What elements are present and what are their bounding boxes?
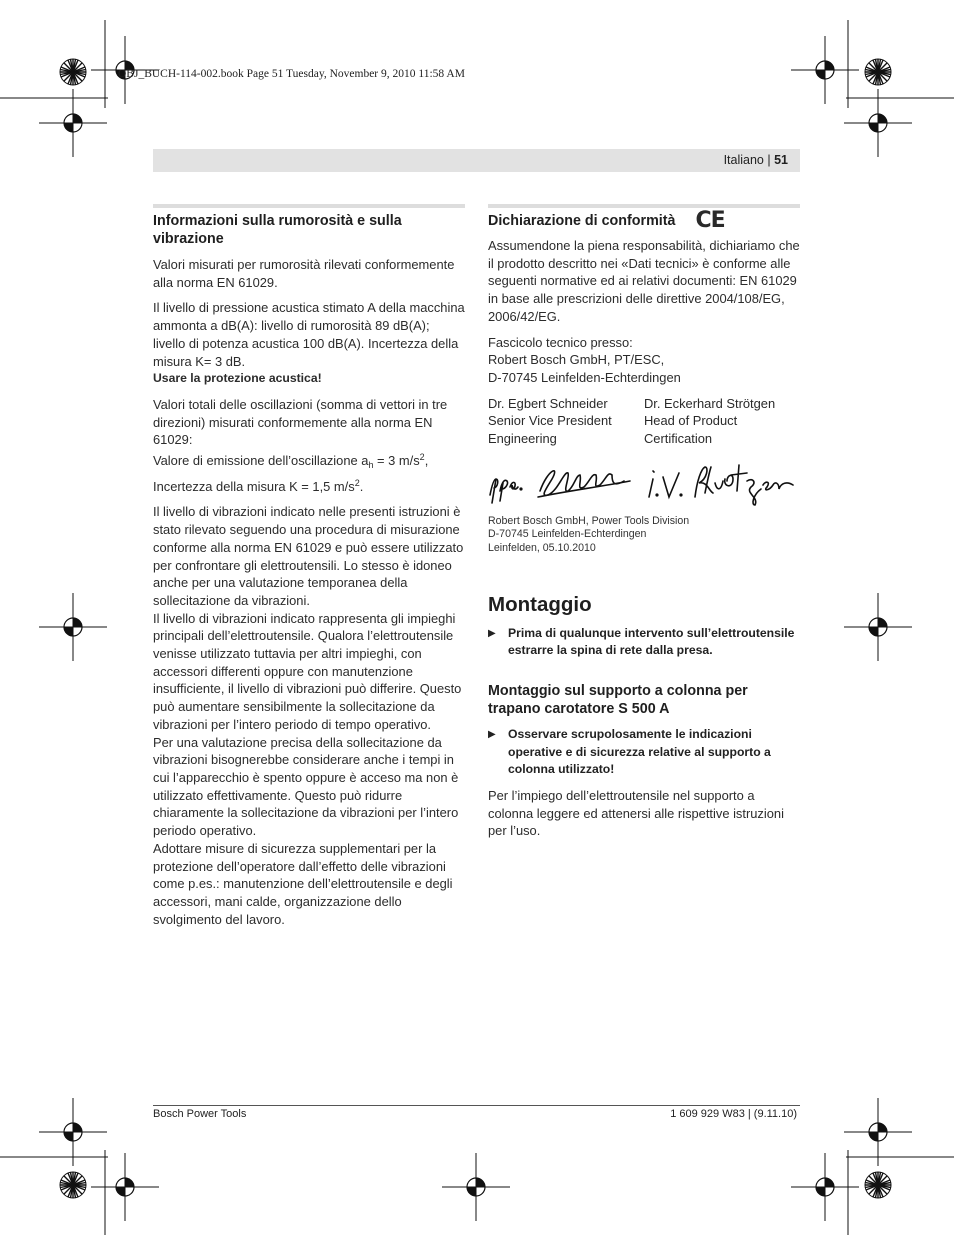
ce-mark-icon: CE [695, 208, 725, 233]
page-number: 51 [774, 153, 788, 167]
bullet-safety [488, 726, 800, 779]
column-stand-text: Per l’impiego dell’elettroutensile nel supporto a colonna leggere ed attenersi alle rispettive istruzioni per l’uso. [488, 788, 784, 839]
vibration-level-paragraph: Il livello di vibrazioni indicato nelle presenti istruzioni è stato rilevato seguendo una procedura di misurazione conforme alla norma EN 61029 e può essere utilizzato per confrontare gli elettroutensili. Lo stesso è idoneo anche per una valutazione temporanea della sollecitazione da vibrazioni. [153, 504, 464, 608]
vibration-paragraph [153, 396, 465, 496]
bullet-unplug-text: Prima di qualunque intervento sull’elettroutensile estrarre la spina di rete dalla presa. [508, 625, 795, 658]
emission-value: = 3 m/s [373, 453, 420, 469]
signatory-1-name: Dr. Egbert Schneider [488, 395, 608, 411]
signatory-1 [488, 395, 644, 448]
conformity-heading: Dichiarazione di conformità [488, 213, 676, 229]
uncertainty-value: Incertezza della misura K = 1,5 m/s [153, 478, 355, 494]
left-column [153, 204, 465, 928]
signatory-2-title: Head of Product [644, 413, 738, 429]
page-header-bar [153, 149, 800, 172]
column-stand-heading: Montaggio sul supporto a colonna per trapano carotatore S 500 A [488, 682, 748, 717]
emission-comma: , [424, 453, 429, 469]
footer-doc-number: 1 609 929 W83 | (9.11.10) [670, 1108, 797, 1120]
tech-file-label: Fascicolo tecnico presso: [488, 334, 633, 350]
company-address-block [488, 515, 800, 556]
section-rule [488, 204, 800, 208]
tech-file-company: Robert Bosch GmbH, PT/ESC, [488, 352, 665, 368]
triangle-right-icon: ▶ [488, 728, 496, 740]
footer-rule [153, 1105, 800, 1106]
signature-stroetgen-icon [643, 457, 798, 507]
safety-measures-paragraph: Adottare misure di sicurezza supplementari per la protezione dell’operatore dall’effetto delle vibrazioni come p.es.: manutenzione dell’elettroutensile e degli accessori, mani calde, organizzazione dello svolgimento del lavoro. [153, 840, 453, 927]
vibration-intro: Valori totali delle oscillazioni (somma di vettori in tre direzioni) misurati conformemente alla norma EN 61029: [153, 396, 448, 448]
vibration-evaluation-paragraph: Per una valutazione precisa della sollecitazione da vibrazioni bisognerebbe considerare anche i tempi in cui l’apparecchio è spento oppure è acceso ma non è utilizzato effettivamente. Questo può ridurre chiaramente la sollecitazione da vibrazioni per l’intero periodo operativo. [153, 734, 459, 839]
signatory-2-title-2: Certification [644, 431, 713, 447]
signatories [488, 395, 800, 448]
triangle-right-icon: ▶ [488, 627, 496, 639]
header-separator: | [763, 153, 775, 167]
section-rule [153, 204, 465, 208]
bullet-safety-text: Osservare scrupolosamente le indicazioni operative e di sicurezza relative al supporto a colonna utilizzato! [508, 726, 771, 777]
uncertainty-superscript: 2 [354, 477, 360, 488]
right-column [488, 204, 800, 840]
emission-value-label: Valore di emissione dell’oscillazione a [153, 453, 369, 469]
company-line-1: Robert Bosch GmbH, Power Tools Division [488, 514, 690, 527]
signatory-1-title-2: Engineering [488, 431, 557, 447]
uncertainty-period: . [359, 478, 364, 494]
page-header [724, 153, 788, 167]
signature-schneider-icon [488, 457, 643, 507]
tech-file-address: D-70745 Leinfelden-Echterdingen [488, 369, 681, 385]
emission-superscript: 2 [419, 452, 425, 463]
noise-paragraph-2: Il livello di pressione acustica stimato A della macchina ammonta a dB(A): livello di rumorosità 89 dB(A); livello di potenza acustica 100 dB(A). Incertezza della misura K= 3 dB. [153, 300, 465, 369]
header-language: Italiano [723, 153, 764, 167]
noise-paragraph-1: Valori misurati per rumorosità rilevati conformemente alla norma EN 61029. [153, 257, 455, 290]
company-date-line: Leinfelden, 05.10.2010 [488, 541, 596, 554]
noise-vibration-heading: Informazioni sulla rumorosità e sulla vibrazione [153, 213, 402, 247]
footer-brand: Bosch Power Tools [153, 1108, 247, 1120]
signatory-1-title: Senior Vice President [488, 413, 612, 429]
print-info-line: OBJ_BUCH-114-002.book Page 51 Tuesday, November 9, 2010 11:58 AM [118, 68, 465, 80]
emission-subscript: h [368, 460, 374, 471]
bullet-unplug [488, 625, 800, 660]
hearing-protection-warning: Usare la protezione acustica! [153, 371, 322, 386]
signatory-2-name: Dr. Eckerhard Strötgen [644, 395, 776, 411]
company-line-2: D-70745 Leinfelden-Echterdingen [488, 528, 647, 541]
signature-images [488, 457, 800, 507]
montaggio-title: Montaggio [488, 592, 592, 616]
signatory-2 [644, 395, 800, 448]
vibration-usage-paragraph: Il livello di vibrazioni indicato rappresenta gli impieghi principali dell’elettroutensile. Qualora l’elettroutensile venisse utilizzato tuttavia per altri impieghi, con accessori differenti oppure con manutenzione insufficiente, il livello di vibrazioni può differire. Questo può aumentare sensibilmente la sollecitazione da vibrazioni per l’intero periodo di tempo operativo. [153, 610, 462, 732]
conformity-text: Assumendone la piena responsabilità, dichiariamo che il prodotto descritto nei «Dati tecnici» è conforme alle seguenti normative ed ai relativi documenti: EN 61029 in base alle prescrizioni delle direttive 2004/108/EG, 2006/42/EG. [488, 238, 800, 324]
